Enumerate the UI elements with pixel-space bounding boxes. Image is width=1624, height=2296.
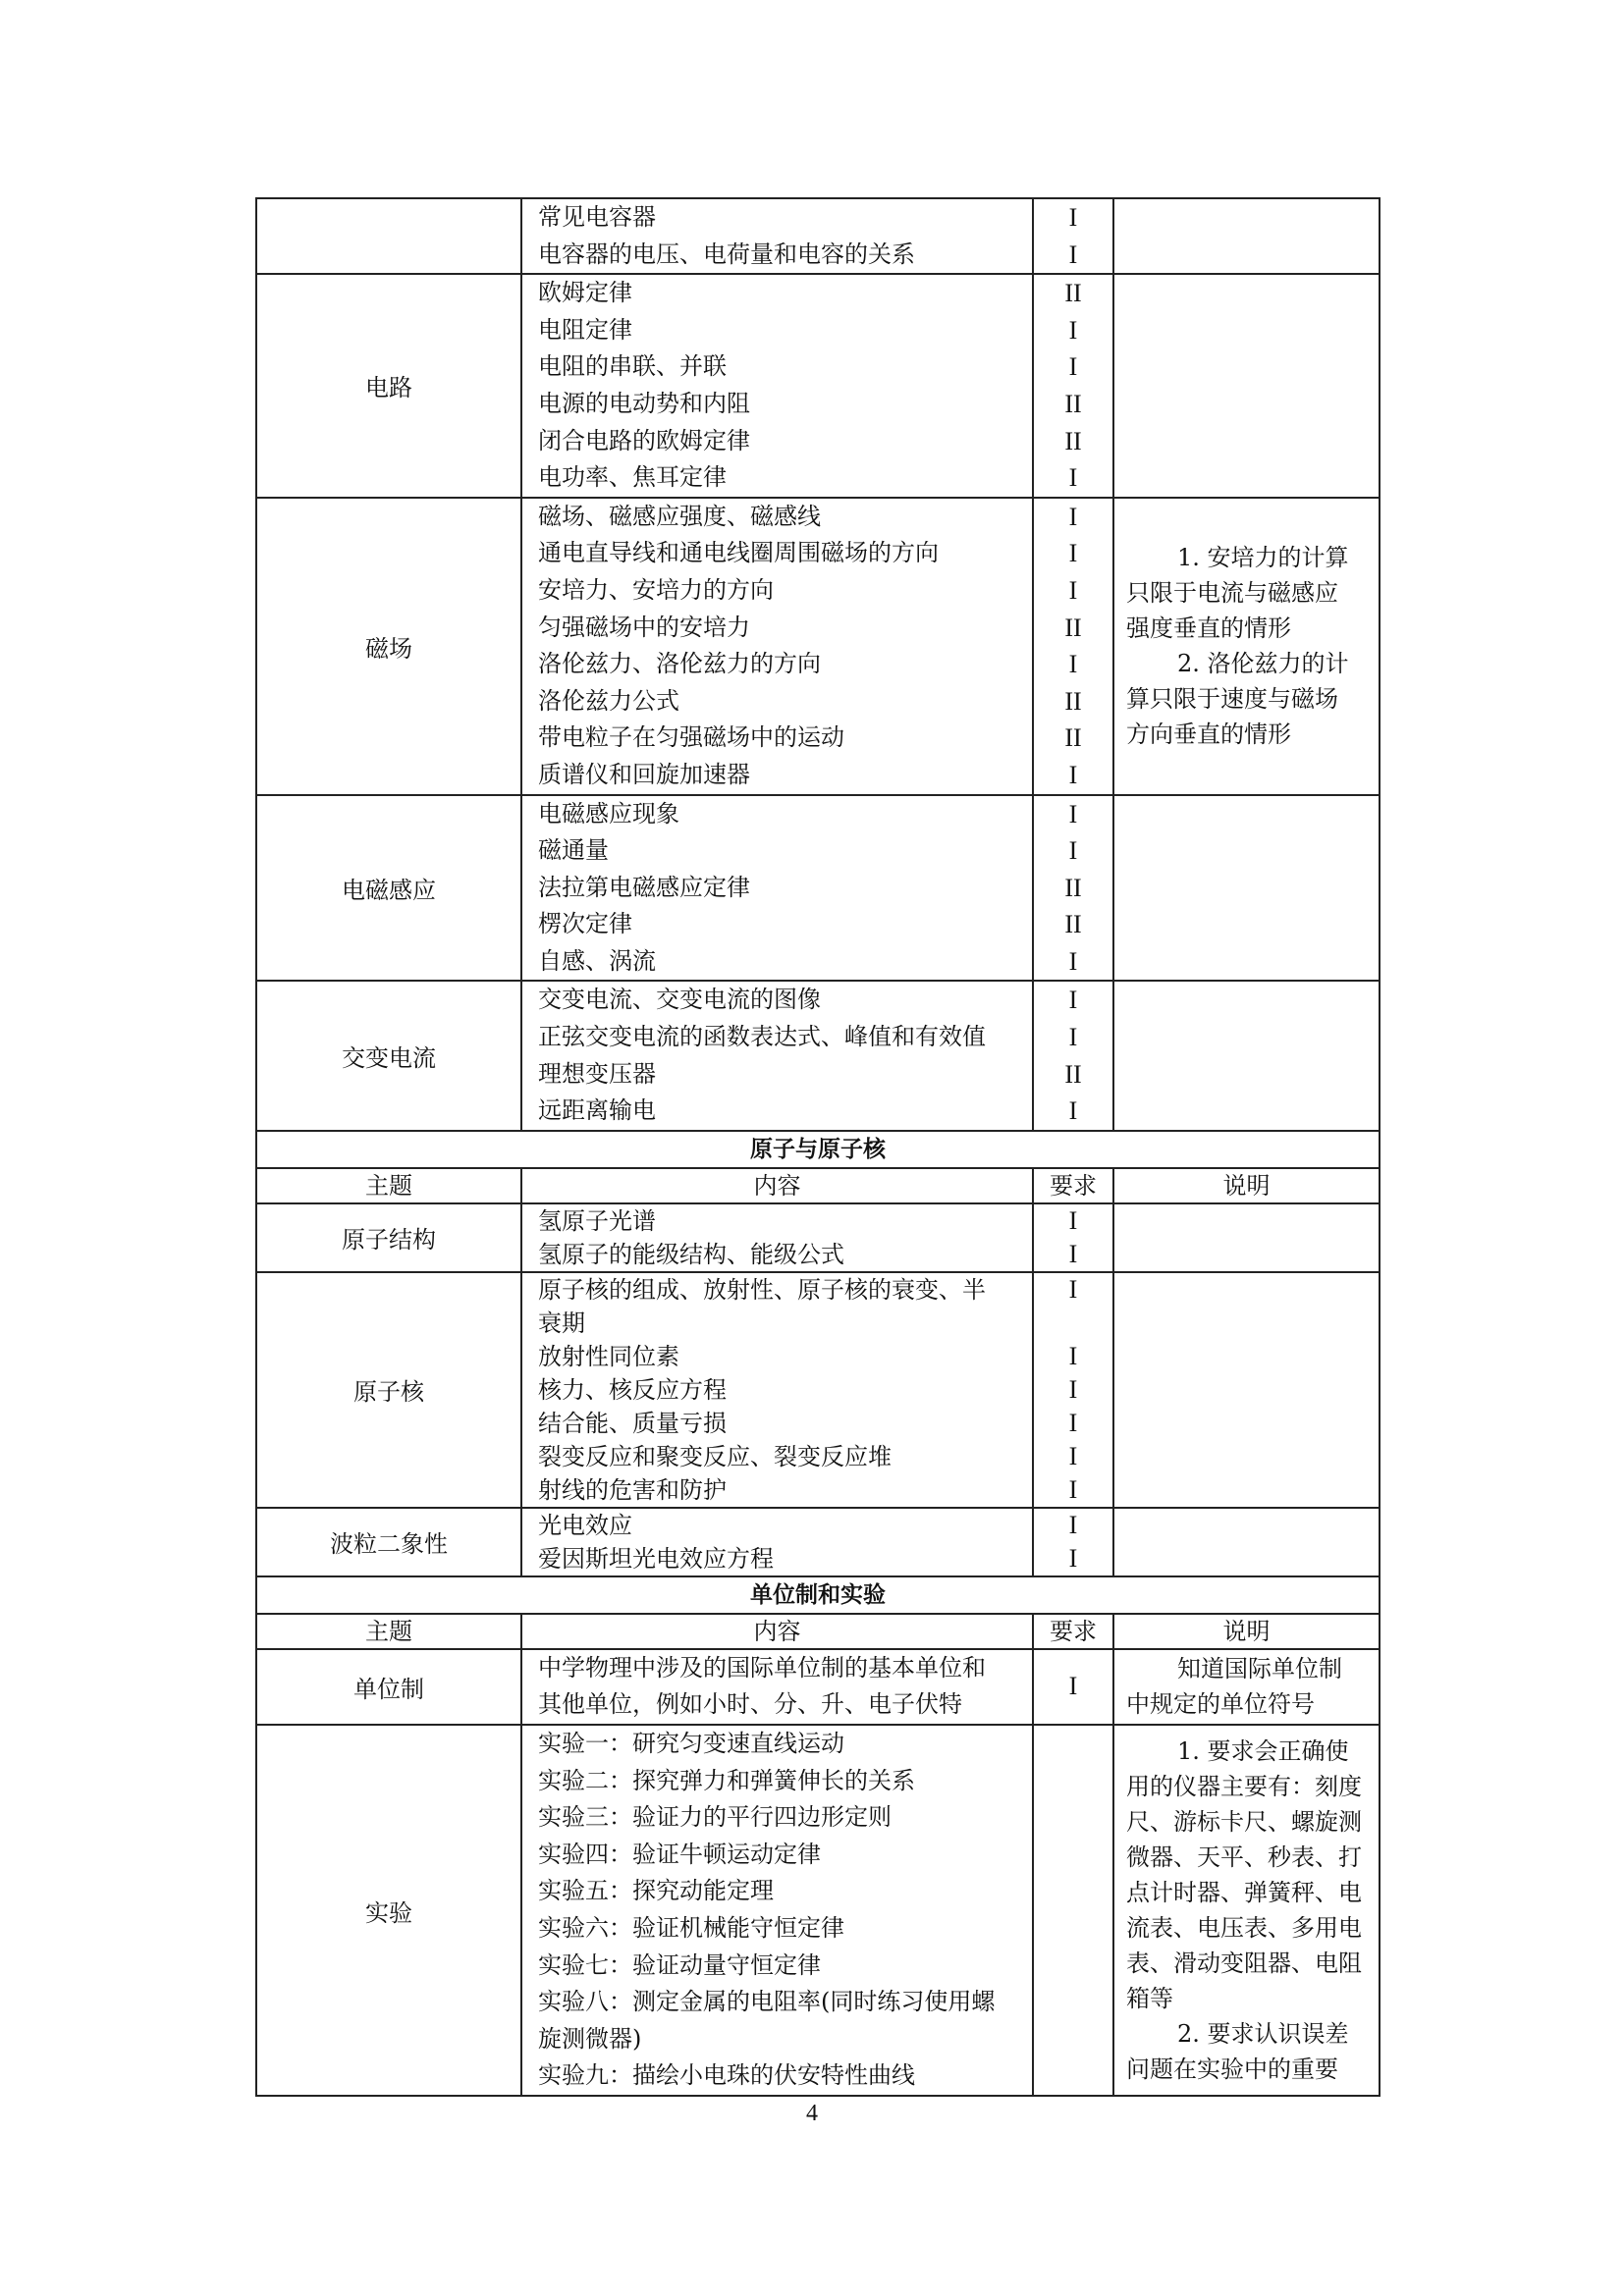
note-line: 2. 洛伦兹力的计: [1177, 650, 1349, 678]
requirement-level: I: [1033, 1649, 1113, 1725]
note-line: 中规定的单位符号: [1126, 1690, 1315, 1719]
content-cell: [521, 981, 1033, 1130]
content-cell: [521, 1508, 1033, 1576]
requirement-level: I: [1068, 760, 1078, 789]
table-row: [256, 1272, 1380, 1508]
header-content: 内容: [521, 1168, 1033, 1203]
note-line: 1. 安培力的计算: [1177, 544, 1349, 572]
topic-cell: 电磁感应: [256, 795, 521, 982]
content-line: 电阻的串联、并联: [538, 352, 727, 381]
requirement-level: I: [1068, 1023, 1078, 1052]
note-cell: [1113, 1649, 1380, 1725]
requirement-cell: [1033, 1272, 1113, 1508]
section-title: 原子与原子核: [256, 1131, 1380, 1168]
requirement-level: I: [1068, 1239, 1078, 1268]
note-cell: [1113, 1272, 1380, 1508]
topic-cell: 单位制: [256, 1649, 521, 1725]
note-line: 强度垂直的情形: [1126, 614, 1291, 643]
requirement-level: II: [1064, 613, 1082, 642]
note-cell: [1113, 1203, 1380, 1272]
content-cell: [521, 274, 1033, 498]
requirement-cell: [1033, 1725, 1113, 2096]
topic-cell: [256, 198, 521, 274]
requirement-level: II: [1064, 723, 1082, 753]
requirement-cell: [1033, 1508, 1113, 1576]
requirement-level: I: [1068, 352, 1078, 382]
note-line: 微器、天平、秒表、打: [1126, 1843, 1362, 1871]
requirement-level: II: [1064, 686, 1082, 716]
note-line: 箱等: [1126, 1985, 1173, 2012]
requirement-level: I: [1068, 1510, 1078, 1539]
note-cell: [1113, 498, 1380, 795]
content-line: 放射性同位素: [538, 1342, 679, 1370]
content-line: 结合能、质量亏损: [538, 1409, 727, 1437]
requirement-level: I: [1068, 1374, 1078, 1404]
requirement-cell: [1033, 198, 1113, 274]
requirement-level: I: [1068, 463, 1078, 493]
content-line: 旋测微器): [538, 2024, 642, 2053]
content-line: 电阻定律: [538, 315, 632, 344]
note-cell: [1113, 1725, 1380, 2096]
content-line: 实验一：研究匀变速直线运动: [538, 1730, 844, 1758]
requirement-level: I: [1068, 650, 1078, 679]
note-line: 问题在实验中的重要: [1126, 2056, 1338, 2083]
content-line: 实验三：验证力的平行四边形定则: [538, 1803, 892, 1832]
topic-cell: 原子结构: [256, 1203, 521, 1272]
requirement-level: I: [1068, 1096, 1078, 1126]
section-title-row: [256, 1576, 1380, 1614]
content-line: 通电直导线和通电线圈周围磁场的方向: [538, 539, 939, 567]
topic-cell: 交变电流: [256, 981, 521, 1130]
content-cell: [521, 1203, 1033, 1272]
content-line: 电磁感应现象: [538, 799, 679, 828]
requirement-cell: [1033, 981, 1113, 1130]
content-line: 原子核的组成、放射性、原子核的衰变、半: [538, 1275, 986, 1304]
table-row: [256, 1725, 1380, 2096]
requirement-level: II: [1064, 873, 1082, 902]
table-row: [256, 274, 1380, 498]
note-cell: [1113, 1508, 1380, 1576]
content-line: 洛伦兹力、洛伦兹力的方向: [538, 650, 821, 678]
requirement-cell: [1033, 498, 1113, 795]
content-line: 氢原子光谱: [538, 1206, 656, 1235]
requirement-level: II: [1064, 910, 1082, 939]
note-cell: [1113, 274, 1380, 498]
note-cell: [1113, 795, 1380, 982]
header-topic: 主题: [256, 1614, 521, 1649]
requirement-level: I: [1068, 836, 1078, 866]
requirement-level: II: [1064, 1059, 1082, 1089]
content-line: 磁通量: [538, 836, 609, 865]
requirement-level: I: [1068, 1474, 1078, 1504]
note-line: 算只限于速度与磁场: [1126, 685, 1338, 714]
header-requirement: 要求: [1033, 1614, 1113, 1649]
content-cell: [521, 1649, 1033, 1725]
content-line: 衰期: [538, 1308, 585, 1337]
table-row: [256, 1508, 1380, 1576]
content-cell: [521, 795, 1033, 982]
content-line: 交变电流、交变电流的图像: [538, 986, 821, 1014]
requirement-level: I: [1068, 1341, 1078, 1370]
requirement-level: I: [1068, 1274, 1078, 1304]
content-line: 自感、涡流: [538, 946, 656, 975]
requirement-level: I: [1068, 502, 1078, 531]
table-row: [256, 981, 1380, 1130]
content-cell: [521, 1725, 1033, 2096]
content-line: 氢原子的能级结构、能级公式: [538, 1240, 844, 1268]
requirement-level: II: [1064, 389, 1082, 418]
content-line: 其他单位，例如小时、分、升、电子伏特: [538, 1690, 962, 1719]
content-cell: [521, 1272, 1033, 1508]
content-line: 正弦交变电流的函数表达式、峰值和有效值: [538, 1023, 986, 1051]
note-line: 方向垂直的情形: [1126, 721, 1291, 749]
topic-cell: 波粒二象性: [256, 1508, 521, 1576]
requirement-level: I: [1068, 946, 1078, 976]
content-line: 质谱仪和回旋加速器: [538, 760, 750, 788]
requirement-level: I: [1068, 1441, 1078, 1470]
content-line: 实验五：探究动能定理: [538, 1877, 774, 1905]
requirement-cell: [1033, 274, 1113, 498]
requirement-level: II: [1064, 279, 1082, 308]
requirement-level: I: [1068, 240, 1078, 269]
header-topic: 主题: [256, 1168, 521, 1203]
table-header-row: [256, 1614, 1380, 1649]
content-line: 实验二：探究弹力和弹簧伸长的关系: [538, 1766, 915, 1794]
content-line: 爱因斯坦光电效应方程: [538, 1544, 774, 1573]
note-cell: [1113, 981, 1380, 1130]
content-line: 电源的电动势和内阻: [538, 389, 750, 417]
requirement-level: I: [1068, 539, 1078, 568]
section-title-row: [256, 1131, 1380, 1168]
content-line: 理想变压器: [538, 1059, 656, 1088]
requirement-level: I: [1068, 203, 1078, 232]
content-line: 带电粒子在匀强磁场中的运动: [538, 723, 844, 752]
table-row: [256, 498, 1380, 795]
requirement-level: [1034, 1307, 1112, 1340]
content-line: 光电效应: [538, 1511, 632, 1539]
topic-cell: 磁场: [256, 498, 521, 795]
page-number: 4: [806, 2101, 818, 2126]
note-line: 1. 要求会正确使: [1177, 1737, 1349, 1765]
requirement-level: I: [1068, 799, 1078, 828]
content-line: 实验六：验证机械能守恒定律: [538, 1914, 844, 1942]
header-content: 内容: [521, 1614, 1033, 1649]
requirement-level: II: [1064, 426, 1082, 455]
content-line: 远距离输电: [538, 1096, 656, 1125]
content-cell: [521, 498, 1033, 795]
content-line: 电容器的电压、电荷量和电容的关系: [538, 240, 915, 268]
table-row: [256, 1649, 1380, 1725]
header-note: 说明: [1113, 1168, 1380, 1203]
topic-cell: 电路: [256, 274, 521, 498]
requirements-table: [255, 197, 1380, 2097]
content-line: 电功率、焦耳定律: [538, 463, 727, 492]
table-row: [256, 1203, 1380, 1272]
content-line: 常见电容器: [538, 203, 656, 231]
table-row: [256, 198, 1380, 274]
content-line: 中学物理中涉及的国际单位制的基本单位和: [538, 1653, 986, 1682]
topic-cell: 原子核: [256, 1272, 521, 1508]
content-line: 欧姆定律: [538, 279, 632, 307]
note-cell: [1113, 198, 1380, 274]
content-cell: [521, 198, 1033, 274]
requirement-cell: [1033, 795, 1113, 982]
content-line: 裂变反应和聚变反应、裂变反应堆: [538, 1442, 892, 1470]
content-line: 磁场、磁感应强度、磁感线: [538, 502, 821, 530]
note-line: 表、滑动变阻器、电阻: [1126, 1949, 1362, 1977]
content-line: 楞次定律: [538, 910, 632, 938]
requirement-level: I: [1068, 315, 1078, 345]
header-requirement: 要求: [1033, 1168, 1113, 1203]
note-line: 流表、电压表、多用电: [1126, 1914, 1362, 1942]
table-row: [256, 795, 1380, 982]
content-line: 射线的危害和防护: [538, 1475, 727, 1504]
header-note: 说明: [1113, 1614, 1380, 1649]
content-line: 安培力、安培力的方向: [538, 575, 774, 604]
content-line: 实验九：描绘小电珠的伏安特性曲线: [538, 2061, 915, 2090]
content-line: 匀强磁场中的安培力: [538, 613, 750, 641]
content-line: 法拉第电磁感应定律: [538, 873, 750, 901]
requirement-level: I: [1068, 575, 1078, 605]
requirement-level: I: [1068, 1408, 1078, 1437]
section-title: 单位制和实验: [256, 1576, 1380, 1614]
note-line: 点计时器、弹簧秤、电: [1126, 1879, 1362, 1906]
content-line: 实验四：验证牛顿运动定律: [538, 1840, 821, 1868]
topic-cell: 实验: [256, 1725, 521, 2096]
content-line: 核力、核反应方程: [538, 1375, 727, 1404]
requirement-level: I: [1068, 1543, 1078, 1573]
note-line: 2. 要求认识误差: [1177, 2020, 1349, 2048]
content-line: 实验八：测定金属的电阻率(同时练习使用螺: [538, 1988, 996, 2016]
note-line: 只限于电流与磁感应: [1126, 579, 1338, 608]
requirement-level: I: [1068, 1205, 1078, 1235]
note-line: 尺、游标卡尺、螺旋测: [1126, 1808, 1362, 1836]
note-line: 知道国际单位制: [1177, 1655, 1342, 1683]
requirement-level: I: [1068, 986, 1078, 1015]
content-line: 洛伦兹力公式: [538, 686, 679, 715]
content-line: 实验七：验证动量守恒定律: [538, 1950, 821, 1979]
content-line: 闭合电路的欧姆定律: [538, 426, 750, 454]
table-header-row: [256, 1168, 1380, 1203]
requirement-cell: [1033, 1203, 1113, 1272]
note-line: 用的仪器主要有：刻度: [1126, 1773, 1362, 1800]
